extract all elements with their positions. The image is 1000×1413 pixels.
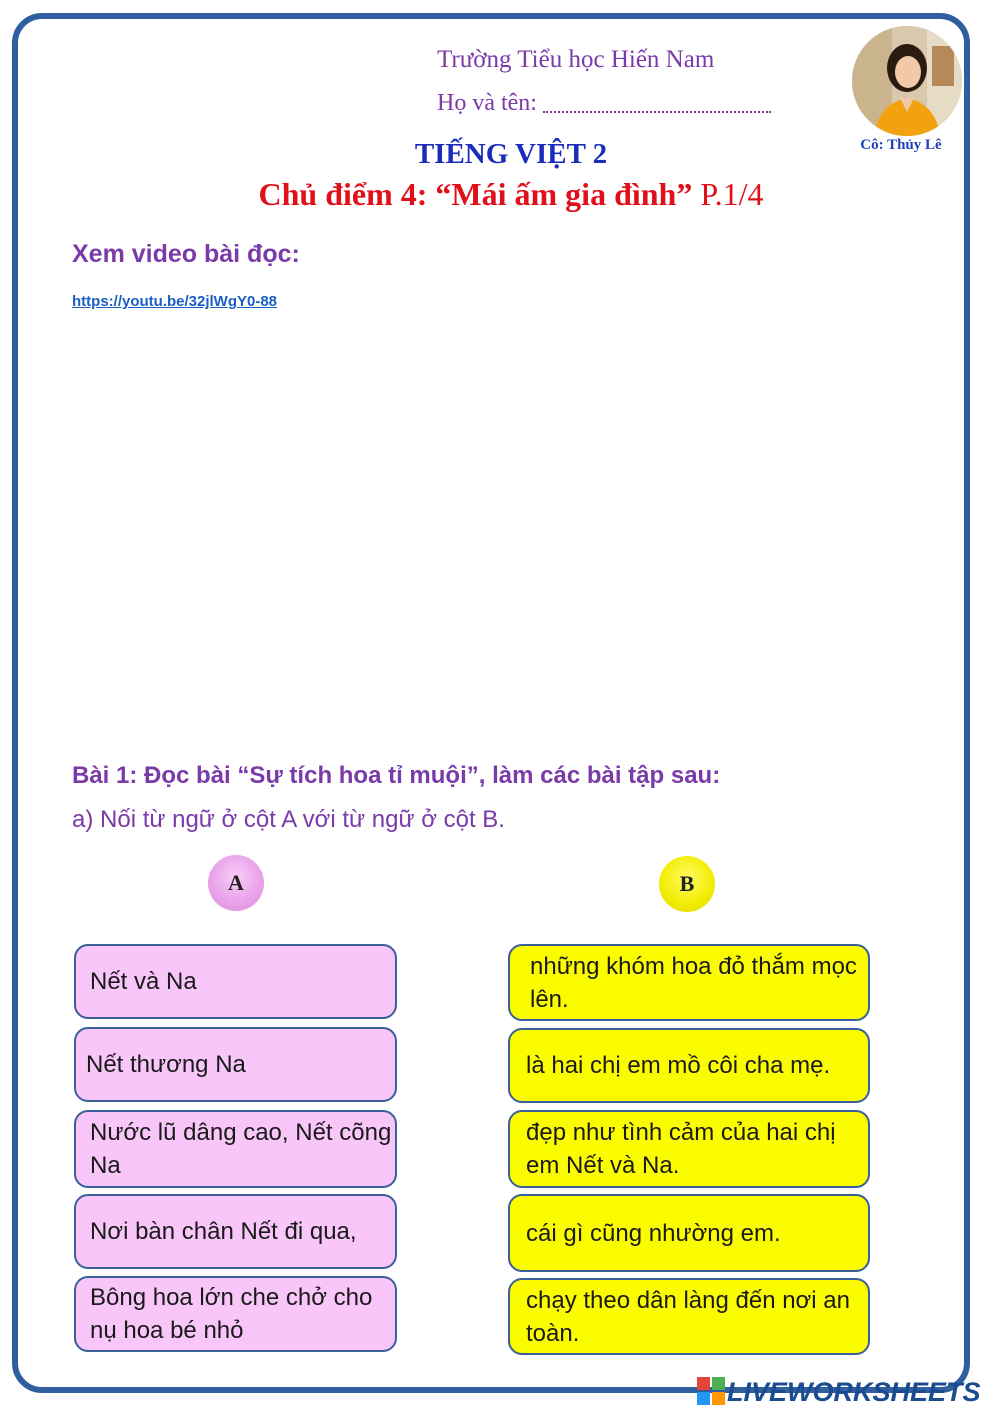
match-b-item[interactable]: những khóm hoa đỏ thắm mọc lên.: [508, 944, 870, 1021]
match-b-item[interactable]: chạy theo dân làng đến nơi an toàn.: [508, 1278, 870, 1355]
match-b-item[interactable]: cái gì cũng nhường em.: [508, 1194, 870, 1272]
match-b-item[interactable]: là hai chị em mồ côi cha mẹ.: [508, 1028, 870, 1103]
teacher-avatar: [852, 26, 962, 136]
topic-title: [0, 176, 1000, 213]
column-b-badge: B: [659, 856, 715, 912]
school-name: Trường Tiểu học Hiến Nam: [437, 46, 715, 73]
exercise-instruction: a) Nối từ ngữ ở cột A với từ ngữ ở cột B.: [72, 806, 505, 833]
liveworksheets-logo-text: LIVEWORKSHEETS: [727, 1377, 981, 1407]
video-label: Xem video bài đọc:: [72, 240, 300, 268]
match-b-item[interactable]: đẹp như tình cảm của hai chị em Nết và Na.: [508, 1110, 870, 1188]
student-name-field[interactable]: [543, 110, 771, 113]
exercise-title: Bài 1: Đọc bài “Sự tích hoa tỉ muội”, làm các bài tập sau:: [72, 762, 721, 789]
topic-title-main: Chủ điểm 4: “Mái ấm gia đình”: [258, 176, 693, 212]
teacher-name: Cô: Thủy Lê: [860, 137, 942, 153]
match-a-item[interactable]: Nết thương Na: [74, 1027, 397, 1102]
match-a-item[interactable]: Bông hoa lớn che chở cho nụ hoa bé nhỏ: [74, 1276, 397, 1352]
topic-part: P.1/4: [692, 176, 764, 212]
liveworksheets-badge-icon: [697, 1377, 725, 1405]
liveworksheets-logo: [697, 1377, 981, 1408]
match-a-item[interactable]: Nước lũ dâng cao, Nết cõng Na: [74, 1110, 397, 1188]
match-a-item[interactable]: Nết và Na: [74, 944, 397, 1019]
video-link[interactable]: https://youtu.be/32jlWgY0-88: [72, 293, 278, 310]
student-name-label: Họ và tên:: [437, 90, 537, 116]
column-a-badge: A: [208, 855, 264, 911]
subject-title: TIẾNG VIỆT 2: [414, 138, 608, 170]
match-a-item[interactable]: Nơi bàn chân Nết đi qua,: [74, 1194, 397, 1269]
student-name-row: [437, 90, 771, 117]
